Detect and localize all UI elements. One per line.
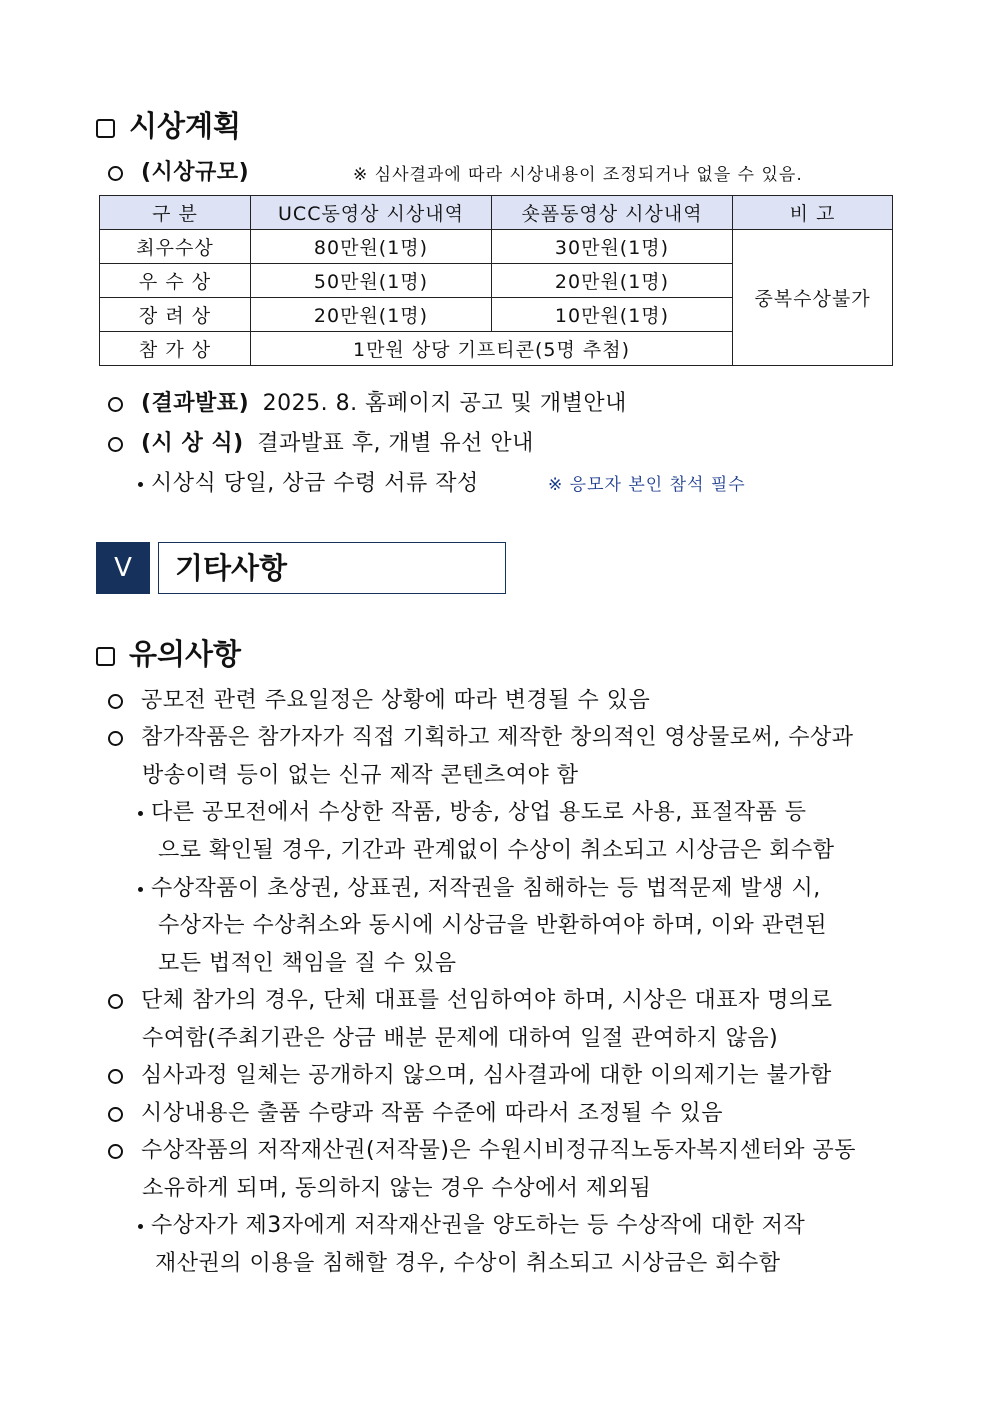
notice-title: 유의사항 <box>129 637 242 671</box>
circle-bullet-icon <box>108 994 123 1009</box>
award-table <box>99 195 893 366</box>
list-item-text: 수상작품의 저작재산권(저작물)은 수원시비정규직노동자복지센터와 공동 <box>141 1138 856 1163</box>
circle-bullet-icon <box>108 731 123 746</box>
row-label: 우 수 상 <box>100 264 251 298</box>
list-item <box>108 1133 856 1164</box>
list-item <box>108 1058 832 1089</box>
square-bullet-icon <box>96 119 115 138</box>
row-label: 장 려 상 <box>100 298 251 332</box>
row-ucc: 80만원(1명) <box>251 230 492 264</box>
sub-item-text: 수상작품이 초상권, 상표권, 저작권을 침해하는 등 법적문제 발생 시, <box>151 876 821 901</box>
square-bullet-icon <box>96 647 115 666</box>
row-short: 30만원(1명) <box>492 230 733 264</box>
list-item-text: 참가작품은 참가자가 직접 기획하고 제작한 창의적인 영상물로써, 수상과 <box>141 725 854 750</box>
dot-bullet-icon <box>138 811 143 816</box>
header-ucc: UCC동영상 시상내역 <box>251 196 492 230</box>
circle-bullet-icon <box>108 166 123 181</box>
dot-bullet-icon <box>138 1224 143 1229</box>
sub-item-continuation: 재산권의 이용을 침해할 경우, 수상이 취소되고 시상금은 회수함 <box>155 1251 781 1276</box>
list-item <box>108 1096 723 1127</box>
list-item-text: 단체 참가의 경우, 단체 대표를 선임하여야 하며, 시상은 대표자 명의로 <box>141 988 833 1013</box>
ceremony-sub-text: 시상식 당일, 상금 수령 서류 작성 <box>151 471 479 496</box>
ceremony-row <box>108 426 534 457</box>
list-item-text: 시상내용은 출품 수량과 작품 수준에 따라서 조정될 수 있음 <box>141 1101 723 1126</box>
row-label: 참 가 상 <box>100 332 251 366</box>
circle-bullet-icon <box>108 1144 123 1159</box>
ceremony-label: (시 상 식) <box>141 431 244 456</box>
header-remark: 비 고 <box>733 196 893 230</box>
circle-bullet-icon <box>108 1107 123 1122</box>
row-ucc: 50만원(1명) <box>251 264 492 298</box>
ceremony-note: ※ 응모자 본인 참석 필수 <box>548 475 746 495</box>
header-shortform: 숏폼동영상 시상내역 <box>492 196 733 230</box>
section-heading-award-plan <box>96 104 241 145</box>
list-item <box>108 983 832 1014</box>
row-short: 20만원(1명) <box>492 264 733 298</box>
row-short: 10만원(1명) <box>492 298 733 332</box>
sub-item <box>138 1208 805 1239</box>
table-header-row <box>100 196 893 230</box>
sub-item-text: 다른 공모전에서 수상한 작품, 방송, 상업 용도로 사용, 표절작품 등 <box>151 800 807 825</box>
list-item-continuation: 수여함(주최기관은 상금 배분 문제에 대하여 일절 관여하지 않음) <box>142 1026 779 1051</box>
circle-bullet-icon <box>108 437 123 452</box>
dot-bullet-icon <box>138 482 143 487</box>
list-item <box>108 683 650 714</box>
section-number-badge: V <box>96 542 150 594</box>
row-label: 최우수상 <box>100 230 251 264</box>
list-item-text: 심사과정 일체는 공개하지 않으며, 심사결과에 대한 이의제기는 불가함 <box>141 1063 832 1088</box>
dot-bullet-icon <box>138 887 143 892</box>
list-item <box>108 720 854 751</box>
result-text: 2025. 8. 홈페이지 공고 및 개별안내 <box>262 391 627 416</box>
section-title-box: 기타사항 <box>158 542 506 594</box>
list-item-continuation: 방송이력 등이 없는 신규 제작 콘텐츠여야 함 <box>142 763 579 788</box>
list-item-text: 공모전 관련 주요일정은 상황에 따라 변경될 수 있음 <box>141 688 651 713</box>
result-label: (결과발표) <box>141 391 250 416</box>
scale-label: (시상규모) <box>141 160 250 185</box>
section-title: 시상계획 <box>129 109 242 143</box>
circle-bullet-icon <box>108 694 123 709</box>
remark-cell: 중복수상불가 <box>733 230 893 366</box>
circle-bullet-icon <box>108 1069 123 1084</box>
sub-item <box>138 795 806 826</box>
list-item-continuation: 소유하게 되며, 동의하지 않는 경우 수상에서 제외됨 <box>142 1176 652 1201</box>
sub-item-continuation: 모든 법적인 책임을 질 수 있음 <box>158 951 457 976</box>
row-merged: 1만원 상당 기프티콘(5명 추첨) <box>251 332 733 366</box>
sub-item-continuation: 수상자는 수상취소와 동시에 시상금을 반환하여야 하며, 이와 관련된 <box>158 913 828 938</box>
sub-item <box>138 871 821 902</box>
ceremony-sub-row <box>138 466 479 497</box>
row-ucc: 20만원(1명) <box>251 298 492 332</box>
section-heading-notice <box>96 632 241 673</box>
header-category: 구 분 <box>100 196 251 230</box>
result-row <box>108 386 627 417</box>
table-row <box>100 230 893 264</box>
circle-bullet-icon <box>108 397 123 412</box>
sub-item-continuation: 으로 확인될 경우, 기간과 관계없이 수상이 취소되고 시상금은 회수함 <box>158 838 835 863</box>
scale-note: ※ 심사결과에 따라 시상내용이 조정되거나 없을 수 있음. <box>353 165 803 185</box>
sub-item-text: 수상자가 제3자에게 저작재산권을 양도하는 등 수상작에 대한 저작 <box>151 1213 806 1238</box>
ceremony-text: 결과발표 후, 개별 유선 안내 <box>257 431 534 456</box>
scale-row <box>108 155 249 186</box>
